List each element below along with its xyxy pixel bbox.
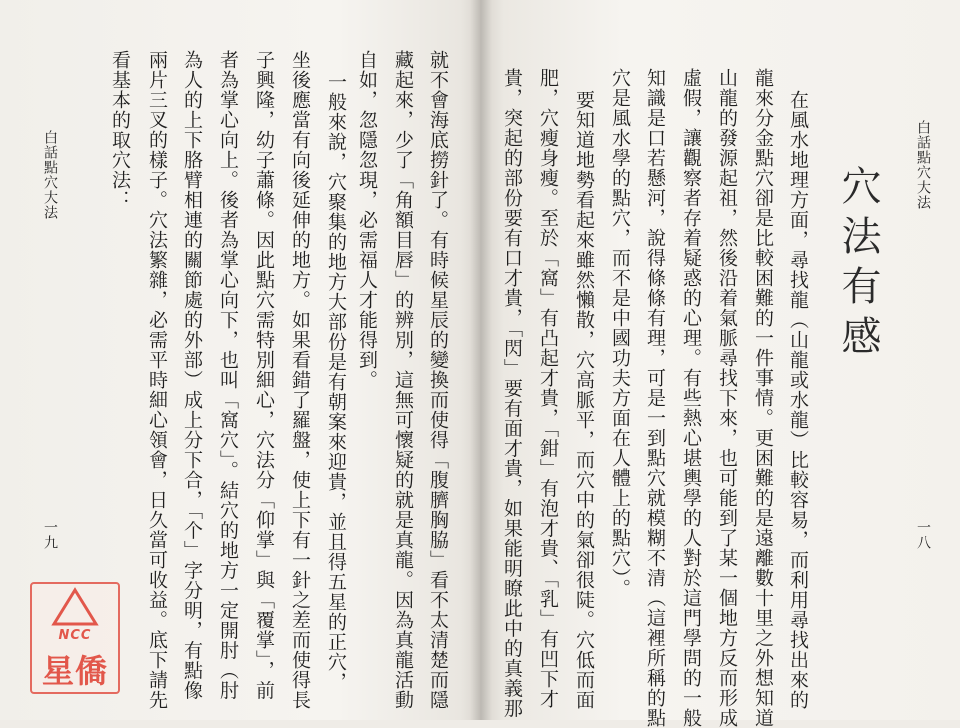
left-text-col-6: 子興隆，幼子蕭條。因此點穴需特別細心，穴法分「仰掌」與「覆掌」，前 (253, 50, 275, 701)
book-gutter-shadow (470, 0, 492, 720)
right-text-col-2: 龍來分金點穴卻是比較困難的一件事情。更困難的是遠離數十里之外想知道 (752, 68, 774, 728)
right-running-head: 白話點穴大法 (915, 120, 931, 210)
left-page (0, 0, 480, 720)
left-text-col-4: 一般來說，穴聚集的地方大部份是有朝案來迎貴，並且得五星的正穴， (325, 72, 347, 692)
left-text-col-7: 者為掌心向上。後者為掌心向下，也叫「窩穴」。結穴的地方一定開肘（肘 (217, 50, 239, 701)
right-text-col-3: 山龍的發源起祖，然後沿着氣脈尋找下來，也可能到了某一個地方反而形成 (716, 68, 738, 728)
stamp-latin-text: NCC (58, 628, 92, 643)
left-text-col-2: 藏起來，少了「角額目唇」的辨別，這無可懷疑的就是真龍。因為真龍活動 (392, 50, 414, 710)
right-text-col-4: 虛假，讓觀察者存着疑惑的心理。有些熱心堪輿學的人對於這門學問的一般 (680, 68, 702, 728)
ncc-watermark-stamp (30, 582, 120, 694)
left-page-number: 一九 (42, 520, 58, 550)
chapter-heading: 穴法有感 (835, 165, 881, 365)
right-text-col-6: 穴是風水學的點穴，而不是中國功夫方面在人體上的點穴）。 (609, 68, 631, 599)
left-text-col-10: 看基本的取穴法： (109, 50, 131, 210)
right-text-col-5: 知識是口若懸河，說得條條有理，可是一到點穴就模糊不清（這裡所稱的點 (644, 68, 666, 728)
left-text-col-9: 兩片三叉的樣子。穴法繁雜，必需平時細心領會，日久當可收益。底下請先 (146, 50, 168, 710)
right-text-col-9: 貴，突起的部份要有口才貴，「閃」要有面才貴，如果能明瞭此中的真義那 (501, 68, 523, 719)
right-page (480, 0, 960, 728)
right-page-number: 一八 (915, 520, 931, 550)
left-text-col-1: 就不會海底撈針了。有時候星辰的變換而使得「腹臍胸脇」看不太清楚而隱 (427, 50, 449, 710)
left-text-col-8: 為人的上下胳臂相連的關節處的外部）成上分下合，「个」字分明，有點像 (181, 50, 203, 701)
stamp-chinese-text: 星僑 (41, 652, 108, 690)
left-text-col-5: 坐後應當有向後延伸的地方。如果看錯了羅盤，使上下有一針之差而使得長 (289, 50, 311, 710)
left-running-head: 白話點穴大法 (42, 130, 58, 220)
right-text-col-1: 在風水地理方面，尋找龍（山龍或水龍）比較容易，而利用尋找出來的 (787, 90, 809, 710)
left-text-col-3: 自如，忽隱忽現，必需福人才能得到。 (356, 50, 378, 390)
right-text-col-7: 要知道地勢看起來雖然懶散，穴高脈平，而穴中的氣卻很陡。穴低而面 (573, 90, 595, 710)
right-text-col-8: 肥，穴瘦身瘦。至於「窩」有凸起才貴，「鉗」有泡才貴、「乳」有凹下才 (537, 68, 559, 709)
